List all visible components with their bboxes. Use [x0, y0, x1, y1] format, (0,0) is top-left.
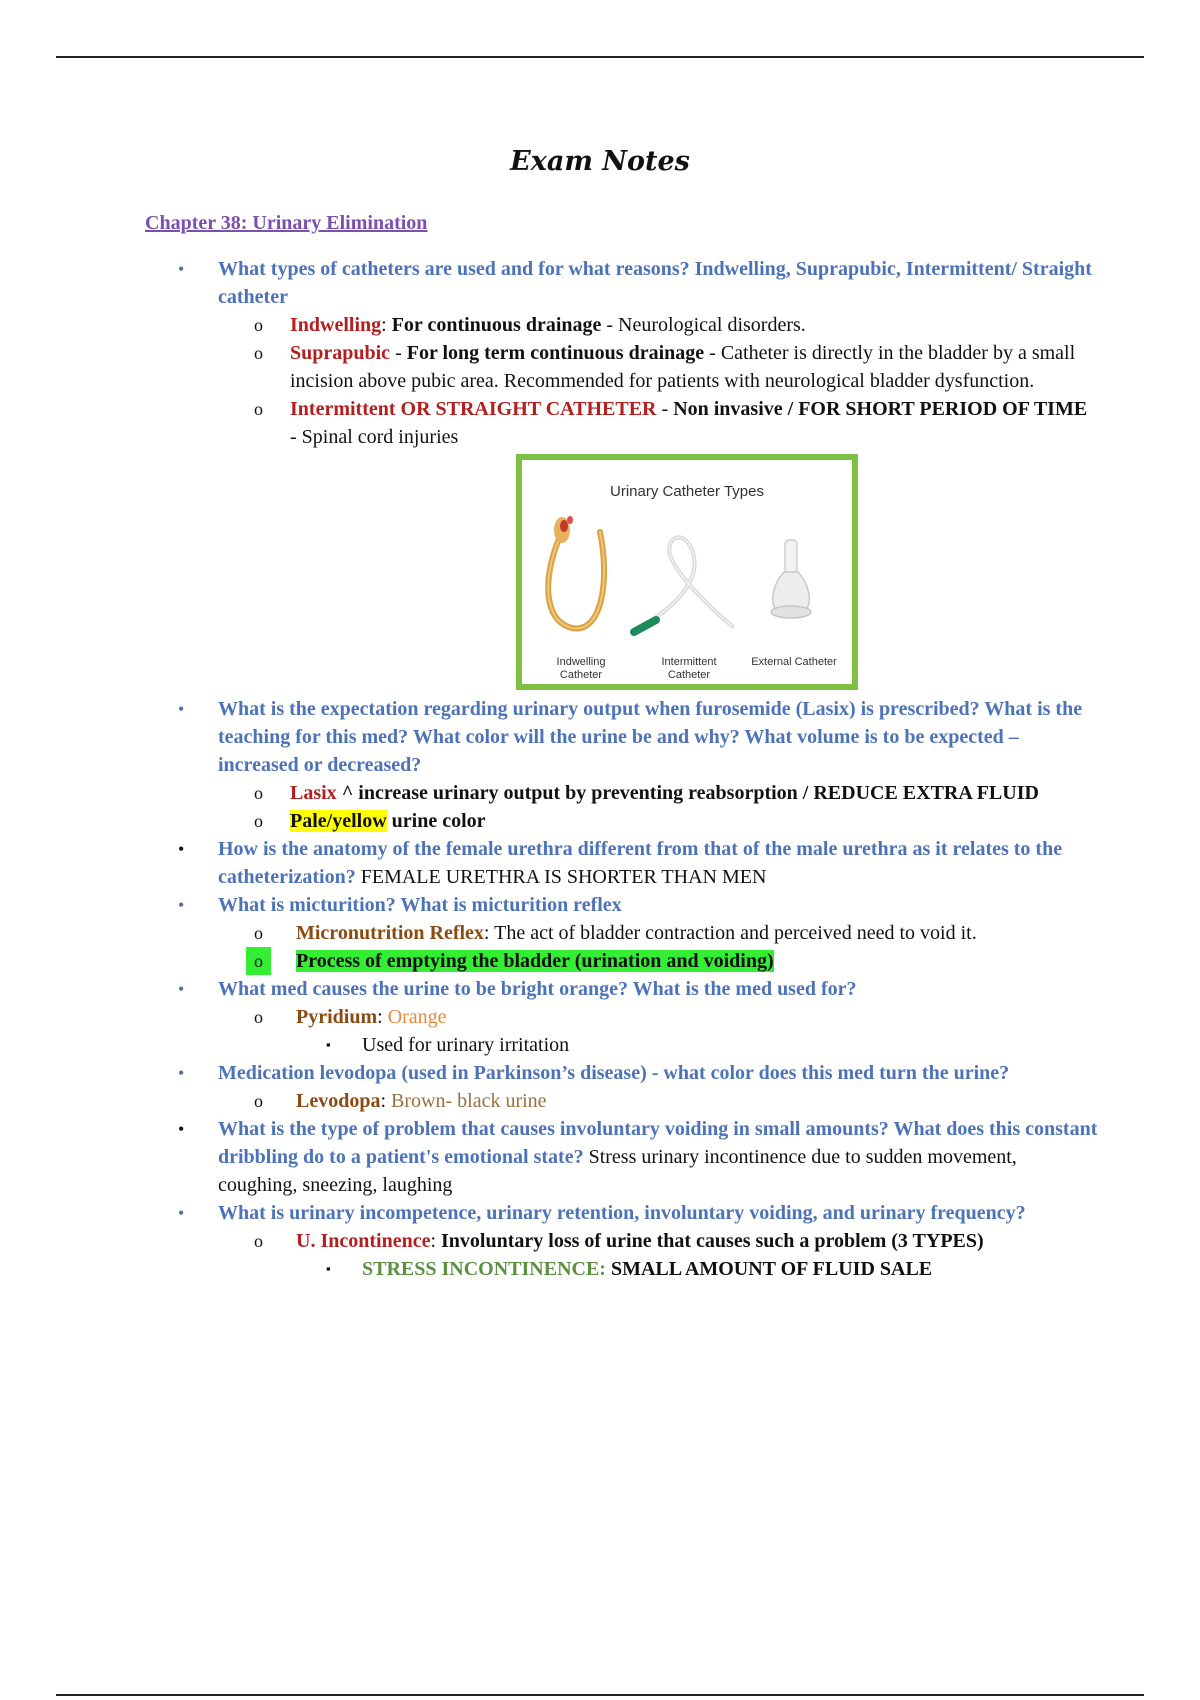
bottom-rule	[56, 1694, 1144, 1696]
square-bullet-icon: ▪	[326, 1037, 331, 1052]
bold-text: For continuous drainage	[391, 314, 602, 336]
term: Levodopa	[296, 1090, 381, 1112]
list-item	[178, 1003, 1098, 1031]
figure-label-external: External Catheter	[751, 656, 837, 668]
list-item-question	[178, 1199, 1098, 1227]
term: Indwelling	[290, 314, 382, 336]
bold-text: Non invasive / FOR SHORT PERIOD OF TIME	[673, 398, 1088, 420]
highlighted-text: Process of emptying the bladder (urination and voiding)	[296, 950, 774, 972]
color-value: Orange	[387, 1006, 447, 1028]
term: Micronutrition Reflex	[296, 922, 484, 944]
bold-text: Involuntary loss of urine that causes such a problem (3 TYPES)	[441, 1230, 984, 1252]
separator: -	[390, 342, 407, 364]
bold-text: ^ increase urinary output by preventing reabsorption / REDUCE EXTRA FLUID	[336, 782, 1039, 804]
bold-text: For long term continuous drainage	[406, 342, 705, 364]
filled-bullet-icon: •	[178, 1203, 185, 1223]
intermittent-catheter-icon	[634, 537, 732, 632]
filled-bullet-icon: •	[178, 259, 185, 279]
hollow-bullet-icon: o	[254, 343, 263, 363]
notes-content	[178, 255, 1098, 1283]
bold-text: SMALL AMOUNT OF FLUID SALE	[605, 1258, 933, 1280]
list-item-question	[178, 1059, 1098, 1087]
separator: :	[381, 314, 392, 336]
square-bullet-icon: ▪	[326, 1261, 331, 1276]
question-text: What is the type of problem that causes involuntary voiding in small amounts? What does this constant dribbling do to a patient's emotional state?	[218, 1118, 1098, 1168]
term: Intermittent OR STRAIGHT CATHETER	[290, 398, 657, 420]
term: Suprapubic	[290, 342, 391, 364]
separator: :	[380, 1090, 392, 1112]
hollow-bullet-icon: o	[254, 783, 263, 803]
list-item-question	[178, 1115, 1098, 1199]
highlighted-term: Pale/yellow	[290, 810, 387, 832]
answer-text: Stress urinary incontinence due to sudden movement, coughing, sneezing, laughing	[218, 1146, 1017, 1196]
list-item-question	[178, 835, 1098, 891]
external-catheter-icon	[771, 540, 811, 618]
list-item-question	[178, 695, 1098, 779]
body-text: - Catheter is directly in the bladder by a small incision above pubic area. Recommended for patients with neurological bladder dysfunction.	[290, 342, 1076, 392]
hollow-bullet-icon: o	[254, 811, 263, 831]
question-text: How is the anatomy of the female urethra different from that of the male urethra as it relates to the catheterization?	[218, 838, 1063, 888]
separator: -	[656, 398, 674, 420]
list-item-question	[178, 891, 1098, 919]
color-value: Brown- black urine	[391, 1090, 547, 1112]
list-item-question	[178, 975, 1098, 1003]
figure-label-indwelling: Indwelling Catheter	[556, 656, 606, 681]
question-text: What is the expectation regarding urinary output when furosemide (Lasix) is prescribed? What is the teaching for this med? What color will the urine be and why? What volume is to be expected – increased or decreased?	[218, 698, 1083, 776]
term: Pyridium	[296, 1006, 378, 1028]
separator: :	[430, 1230, 442, 1252]
figure-label-intermittent: Intermittent Catheter	[661, 656, 717, 681]
list-item	[178, 339, 1098, 395]
hollow-bullet-icon: o	[254, 923, 263, 943]
body-text: - Spinal cord injuries	[290, 426, 459, 448]
list-item	[178, 919, 1098, 947]
list-item	[178, 395, 1098, 451]
hollow-bullet-icon: o	[254, 1007, 263, 1027]
term: STRESS INCONTINENCE:	[362, 1258, 606, 1280]
term: U. Incontinence	[296, 1230, 431, 1252]
list-item	[178, 1255, 1098, 1283]
list-item-question	[178, 255, 1098, 311]
list-item	[178, 807, 1098, 835]
filled-bullet-icon: •	[178, 699, 185, 719]
list-item	[178, 1227, 1098, 1255]
filled-bullet-icon: •	[178, 979, 185, 999]
question-text: What is micturition? What is micturition reflex	[218, 894, 622, 916]
question-text: What is urinary incompetence, urinary retention, involuntary voiding, and urinary frequency?	[218, 1202, 1026, 1224]
answer-text: FEMALE URETHRA IS SHORTER THAN MEN	[355, 866, 767, 888]
list-item	[178, 1087, 1098, 1115]
filled-bullet-icon: •	[178, 1063, 185, 1083]
page-title: Exam Notes	[510, 146, 690, 177]
filled-bullet-icon: •	[178, 895, 185, 915]
list-item	[178, 779, 1098, 807]
hollow-bullet-icon: o	[254, 315, 263, 335]
question-text: Medication levodopa (used in Parkinson’s disease) - what color does this med turn the urine?	[218, 1062, 1010, 1084]
separator: :	[377, 1006, 388, 1028]
hollow-bullet-icon: o	[254, 1091, 263, 1111]
hollow-bullet-icon: o	[254, 399, 263, 419]
question-text: What med causes the urine to be bright orange? What is the med used for?	[218, 978, 857, 1000]
filled-bullet-icon: •	[178, 1119, 185, 1139]
question-text: What types of catheters are used and for what reasons? Indwelling, Suprapubic, Intermittent/ Straight catheter	[218, 258, 1092, 308]
catheter-types-figure	[516, 454, 858, 690]
list-item	[178, 1031, 1098, 1059]
body-text: : The act of bladder contraction and perceived need to void it.	[483, 922, 977, 944]
chapter-heading: Chapter 38: Urinary Elimination	[145, 212, 428, 234]
filled-bullet-icon: •	[178, 839, 185, 859]
body-text: - Neurological disorders.	[601, 314, 806, 336]
indwelling-catheter-icon	[548, 516, 604, 628]
figure-title: Urinary Catheter Types	[610, 483, 764, 500]
bold-text: urine color	[386, 810, 486, 832]
list-item-highlighted	[178, 947, 1098, 975]
top-rule	[56, 56, 1144, 58]
hollow-bullet-icon: o	[246, 947, 271, 975]
hollow-bullet-icon: o	[254, 1231, 263, 1251]
body-text: Used for urinary irritation	[362, 1034, 570, 1056]
list-item	[178, 311, 1098, 339]
term: Lasix	[290, 782, 337, 804]
